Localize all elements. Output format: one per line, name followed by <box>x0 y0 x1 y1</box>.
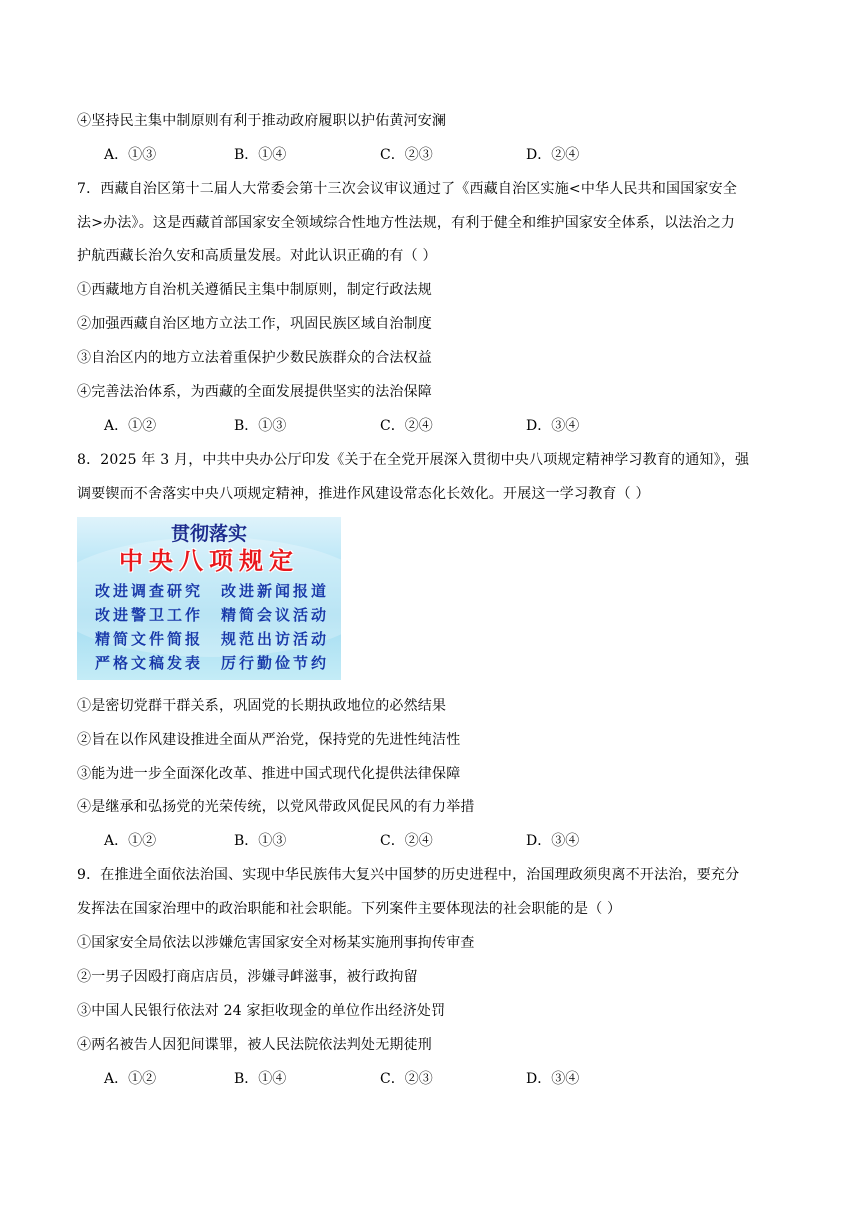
q7-item-3: ③自治区内的地方立法着重保护少数民族群众的合法权益 <box>77 350 432 366</box>
q7-option-c: C．②④ <box>380 418 433 434</box>
q9-item-4: ④两名被告人因犯间谍罪，被人民法院依法判处无期徒刑 <box>77 1037 432 1053</box>
poster-rule: 规范出访活动 <box>221 630 330 648</box>
q7-option-b: B．①③ <box>234 418 287 434</box>
q9-option-a: A．①② <box>104 1071 157 1087</box>
poster-rule: 改进调查研究 <box>95 582 204 600</box>
poster-rules-grid <box>95 579 335 675</box>
q8-item-1: ①是密切党群干群关系，巩固党的长期执政地位的必然结果 <box>77 698 447 714</box>
q9-option-c: C．②③ <box>380 1071 433 1087</box>
q9-item-3: ③中国人民银行依法对 24 家拒收现金的单位作出经济处罚 <box>77 1003 446 1019</box>
q6-option-d: D．②④ <box>526 147 580 163</box>
q9-option-b: B．①④ <box>234 1071 287 1087</box>
poster-main-heading: 中央八项规定 <box>119 547 299 575</box>
poster-row <box>95 579 335 603</box>
q6-option-c: C．②③ <box>380 147 433 163</box>
q8-options <box>104 831 704 851</box>
q7-item-2: ②加强西藏自治区地方立法工作，巩固民族区域自治制度 <box>77 316 432 332</box>
q9-options <box>104 1069 704 1089</box>
q9-item-1: ①国家安全局依法以涉嫌危害国家安全对杨某实施刑事拘传审查 <box>77 935 475 951</box>
q9-stem-line-1: 9．在推进全面依法治国、实现中华民族伟大复兴中国梦的历史进程中，治国理政须臾离不开法治，要充分 <box>77 867 740 883</box>
q7-options <box>104 416 704 436</box>
poster-rule: 改进新闻报道 <box>221 582 330 600</box>
q6-item-4: ④坚持民主集中制原则有利于推动政府履职以护佑黄河安澜 <box>77 113 447 129</box>
q8-option-c: C．②④ <box>380 833 433 849</box>
q8-item-4: ④是继承和弘扬党的光荣传统，以党风带政风促民风的有力举措 <box>77 799 475 815</box>
q7-stem-line-3: 护航西藏长治久安和高质量发展。对此认识正确的有（ ） <box>77 248 437 264</box>
q8-option-d: D．③④ <box>526 833 580 849</box>
q8-stem-line-1: 8．2025 年 3 月，中共中央办公厅印发《关于在全党开展深入贯彻中央八项规定精神学习教育的通知》，强 <box>77 452 750 468</box>
q8-stem-line-2: 调要锲而不舍落实中央八项规定精神，推进作风建设常态化长效化。开展这一学习教育（ ） <box>77 486 650 502</box>
poster-rule: 厉行勤俭节约 <box>221 654 330 672</box>
q7-option-d: D．③④ <box>526 418 580 434</box>
q6-option-b: B．①④ <box>234 147 287 163</box>
q7-option-a: A．①② <box>104 418 157 434</box>
q8-item-3: ③能为进一步全面深化改革、推进中国式现代化提供法律保障 <box>77 766 461 782</box>
poster-title: 贯彻落实 <box>170 523 247 545</box>
poster-rule: 严格文稿发表 <box>95 654 204 672</box>
q9-option-d: D．③④ <box>526 1071 580 1087</box>
q7-stem-line-1: 7．西藏自治区第十二届人大常委会第十三次会议审议通过了《西藏自治区实施<中华人民共和国国家安全 <box>77 181 738 197</box>
q8-option-b: B．①③ <box>234 833 287 849</box>
poster-rule: 精简会议活动 <box>221 606 330 624</box>
poster-row <box>95 603 335 627</box>
poster-row <box>95 651 335 675</box>
q9-stem-line-2: 发挥法在国家治理中的政治职能和社会职能。下列案件主要体现法的社会职能的是（ ） <box>77 901 622 917</box>
poster-row <box>95 627 335 651</box>
poster-rule: 精简文件简报 <box>95 630 204 648</box>
q7-item-4: ④完善法治体系，为西藏的全面发展提供坚实的法治保障 <box>77 384 432 400</box>
q8-option-a: A．①② <box>104 833 157 849</box>
q6-option-a: A．①③ <box>104 147 157 163</box>
q6-options <box>104 145 704 165</box>
poster-rule: 改进警卫工作 <box>95 606 204 624</box>
eight-rules-poster-image <box>77 517 341 680</box>
q7-stem-line-2: 法>办法》。这是西藏首部国家安全领域综合性地方性法规，有利于健全和维护国家安全体系，以法治之力 <box>77 215 736 231</box>
q8-item-2: ②旨在以作风建设推进全面从严治党，保持党的先进性纯洁性 <box>77 732 461 748</box>
q7-item-1: ①西藏地方自治机关遵循民主集中制原则，制定行政法规 <box>77 282 432 298</box>
q9-item-2: ②一男子因殴打商店店员，涉嫌寻衅滋事，被行政拘留 <box>77 969 418 985</box>
